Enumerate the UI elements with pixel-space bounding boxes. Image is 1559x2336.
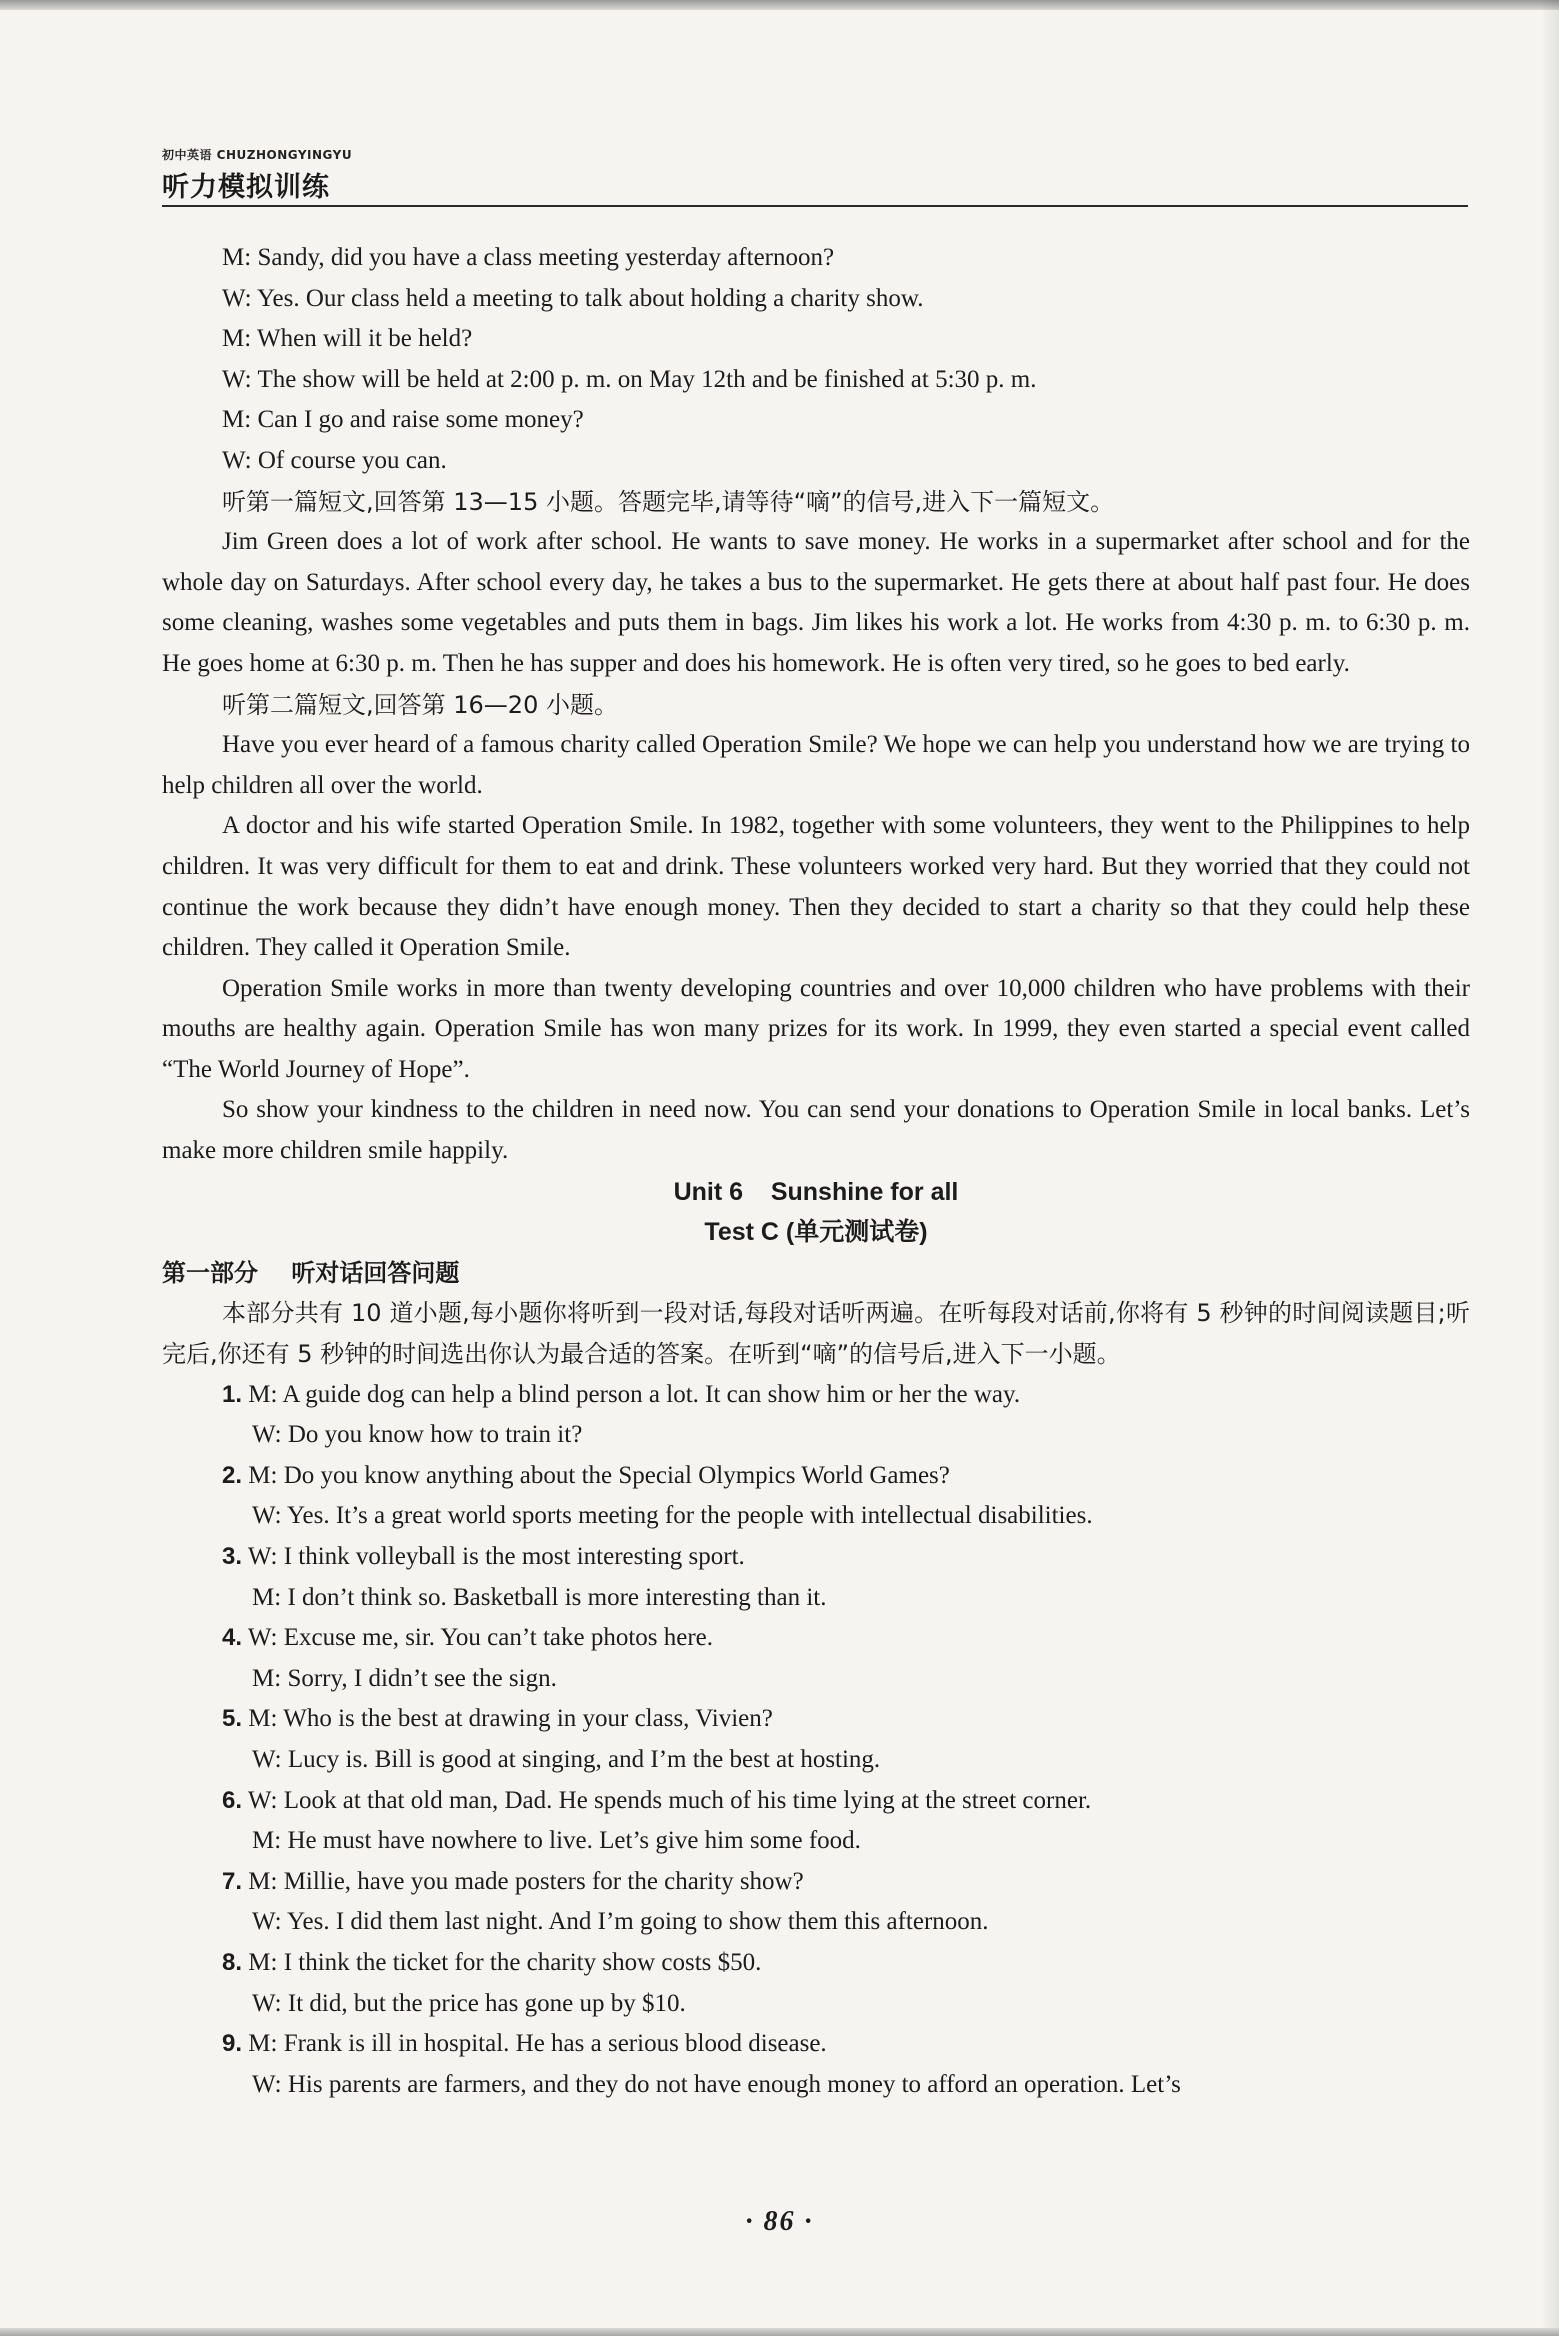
speaker-label: M: xyxy=(248,1380,278,1408)
dialogue-line xyxy=(162,1943,1470,1984)
question-number: 5. xyxy=(222,1705,243,1733)
question-number: 8. xyxy=(222,1948,243,1976)
passage2-paragraph: A doctor and his wife started Operation Smile. In 1982, together with some volunteers, they went to the Philippines to help children. It was very difficult for them to eat and drink. These volunteers worked very hard. But they worried that they could not continue the work because they didn’t have enough money. Then they decided to start a charity so that they could help these children. They called it Operation Smile. xyxy=(162,812,1470,962)
question-number: 4. xyxy=(222,1624,243,1652)
question-number: 6. xyxy=(222,1786,243,1814)
dialogue-text: He must have nowhere to live. Let’s give him some food. xyxy=(287,1827,861,1855)
scan-top-edge xyxy=(0,0,1559,10)
dialogue-text: Look at that old man, Dad. He spends much of his time lying at the street corner. xyxy=(283,1786,1092,1814)
question-item xyxy=(162,2024,1470,2105)
part1-instructions: 本部分共有 10 道小题,每小题你将听到一段对话,每段对话听两遍。在听每段对话前,你将有 5 秒钟的时间阅读题目;听完后,你还有 5 秒钟的时间选出你认为最合适的答案。在听到“嘀”的信号后,进入下一小题。 xyxy=(162,1299,1470,1369)
speaker-label: W: xyxy=(252,1908,282,1936)
speaker-label: M: xyxy=(222,244,252,271)
speaker-label: W: xyxy=(252,1421,282,1449)
question-item xyxy=(162,1456,1470,1537)
dialogue-text: I think volleyball is the most interesting sport. xyxy=(283,1543,745,1570)
dialogue-line xyxy=(162,1902,1470,1943)
passage2-paragraph: Operation Smile works in more than twenty developing countries and over 10,000 children who have problems with their mouths are healthy again. Operation Smile has won many prizes for its work. In 1999, they even started a special event called “The World Journey of Hope”. xyxy=(162,974,1470,1083)
dialogue-line xyxy=(162,1496,1470,1537)
question-number: 2. xyxy=(222,1461,243,1489)
dialogue-line xyxy=(162,400,1470,441)
passage1-instruction: 听第一篇短文,回答第 13—15 小题。答题完毕,请等待“嘀”的信号,进入下一篇短文。 xyxy=(222,487,1115,516)
dialogue-line xyxy=(162,1659,1470,1700)
dialogue-line xyxy=(162,360,1470,401)
speaker-label: W: xyxy=(222,365,252,393)
dialogue-text: Sorry, I didn’t see the sign. xyxy=(287,1664,557,1692)
speaker-label: W: xyxy=(247,1543,278,1570)
speaker-label: M: xyxy=(248,1461,278,1489)
dialogue-text: Can I go and raise some money? xyxy=(257,406,584,434)
dialogue-text: Yes. Our class held a meeting to talk about holding a charity show. xyxy=(256,284,924,312)
question-number: 9. xyxy=(222,2030,243,2058)
book-title: 听力模拟训练 xyxy=(162,172,330,203)
dialogue-line xyxy=(162,1618,1470,1659)
speaker-label: M: xyxy=(222,325,252,353)
dialogue-line xyxy=(162,279,1470,320)
dialogue-text: Yes. I did them last night. And I’m going to show them this afternoon. xyxy=(286,1908,989,1936)
question-item xyxy=(162,1537,1470,1618)
dialogue-top xyxy=(162,238,1470,482)
dialogue-text: When will it be held? xyxy=(257,325,473,353)
question-number: 1. xyxy=(222,1380,243,1408)
dialogue-line xyxy=(162,1415,1470,1456)
speaker-label: W: xyxy=(252,1745,282,1773)
question-item xyxy=(162,1618,1470,1699)
scan-bottom-edge xyxy=(0,2328,1559,2336)
question-item xyxy=(162,1862,1470,1943)
dialogue-text: I think the ticket for the charity show costs $50. xyxy=(283,1948,762,1976)
page-number: · 86 · xyxy=(745,2206,814,2237)
question-number: 3. xyxy=(222,1543,243,1570)
dialogue-line xyxy=(162,1578,1470,1619)
dialogue-text: Do you know anything about the Special Olympics World Games? xyxy=(283,1461,950,1489)
speaker-label: M: xyxy=(252,1827,282,1855)
dialogue-line xyxy=(162,1862,1470,1903)
dialogue-text: It did, but the price has gone up by $10. xyxy=(287,1989,686,2017)
dialogue-text: Of course you can. xyxy=(257,446,447,474)
part1-heading: 第一部分 听对话回答问题 xyxy=(162,1258,460,1287)
dialogue-text: Excuse me, sir. You can’t take photos here. xyxy=(283,1624,714,1652)
dialogue-line xyxy=(162,441,1470,482)
test-title: Test C (单元测试卷) xyxy=(704,1218,928,1247)
speaker-label: M: xyxy=(248,1705,278,1733)
dialogue-text: Do you know how to train it? xyxy=(287,1421,583,1449)
dialogue-line xyxy=(162,319,1470,360)
dialogue-text: Frank is ill in hospital. He has a serious blood disease. xyxy=(283,2030,827,2058)
speaker-label: M: xyxy=(248,1948,278,1976)
dialogue-line xyxy=(162,1537,1470,1578)
dialogue-text: The show will be held at 2:00 p. m. on May 12th and be finished at 5:30 p. m. xyxy=(257,365,1037,393)
dialogue-text: Lucy is. Bill is good at singing, and I’m the best at hosting. xyxy=(287,1745,881,1773)
dialogue-text: His parents are farmers, and they do not have enough money to afford an operation. Let’s xyxy=(287,2070,1181,2098)
speaker-label: W: xyxy=(252,1502,282,1530)
question-list xyxy=(162,1375,1470,2106)
dialogue-line xyxy=(162,1821,1470,1862)
speaker-label: M: xyxy=(252,1664,282,1692)
speaker-label: W: xyxy=(222,284,252,312)
page-header xyxy=(162,146,1467,204)
series-label: 初中英语 CHUZHONGYINGYU xyxy=(162,148,353,162)
dialogue-text: Millie, have you made posters for the charity show? xyxy=(283,1867,804,1895)
speaker-label: W: xyxy=(252,2070,282,2098)
question-item xyxy=(162,1699,1470,1780)
dialogue-line xyxy=(162,1375,1470,1416)
speaker-label: W: xyxy=(252,1989,282,2017)
passage2-instruction: 听第二篇短文,回答第 16—20 小题。 xyxy=(222,690,618,719)
dialogue-line xyxy=(162,2065,1470,2106)
dialogue-text: Yes. It’s a great world sports meeting for the people with intellectual disabilities. xyxy=(286,1502,1093,1530)
dialogue-text: I don’t think so. Basketball is more interesting than it. xyxy=(287,1583,827,1611)
header-rule xyxy=(162,205,1468,207)
dialogue-line xyxy=(162,1456,1470,1497)
dialogue-line xyxy=(162,238,1470,279)
dialogue-line xyxy=(162,1740,1470,1781)
dialogue-text: Who is the best at drawing in your class, Vivien? xyxy=(283,1705,773,1733)
speaker-label: M: xyxy=(248,1867,278,1895)
speaker-label: M: xyxy=(252,1583,282,1611)
speaker-label: W: xyxy=(222,446,252,474)
speaker-label: M: xyxy=(222,406,252,434)
page-content xyxy=(162,238,1470,2105)
unit-title: Unit 6 Sunshine for all xyxy=(673,1177,959,1206)
dialogue-text: Sandy, did you have a class meeting yesterday afternoon? xyxy=(257,244,835,271)
question-number: 7. xyxy=(222,1867,243,1895)
dialogue-text: A guide dog can help a blind person a lot. It can show him or her the way. xyxy=(282,1380,1021,1408)
passage1-text: Jim Green does a lot of work after school. He wants to save money. He works in a supermarket after school and for the whole day on Saturdays. After school every day, he takes a bus to the supermarket. He gets there at about half past four. He does some cleaning, washes some vegetables and puts them in bags. Jim likes his work a lot. He works from 4:30 p. m. to 6:30 p. m. He goes home at 6:30 p. m. Then he has supper and does his homework. He is often very tired, so he goes to bed early. xyxy=(162,528,1470,677)
question-item xyxy=(162,1781,1470,1862)
passage2-paragraph: Have you ever heard of a famous charity called Operation Smile? We hope we can help you understand how we are trying to help children all over the world. xyxy=(162,731,1470,799)
speaker-label: M: xyxy=(248,2030,278,2058)
question-item xyxy=(162,1943,1470,2024)
speaker-label: W: xyxy=(247,1624,278,1652)
dialogue-line xyxy=(162,1699,1470,1740)
dialogue-line xyxy=(162,1984,1470,2025)
scan-right-shadow xyxy=(1541,0,1559,2336)
speaker-label: W: xyxy=(247,1786,278,1814)
question-item xyxy=(162,1375,1470,1456)
passage2-paragraph: So show your kindness to the children in need now. You can send your donations to Operation Smile in local banks. Let’s make more children smile happily. xyxy=(162,1096,1470,1165)
dialogue-line xyxy=(162,2024,1470,2065)
dialogue-line xyxy=(162,1781,1470,1822)
